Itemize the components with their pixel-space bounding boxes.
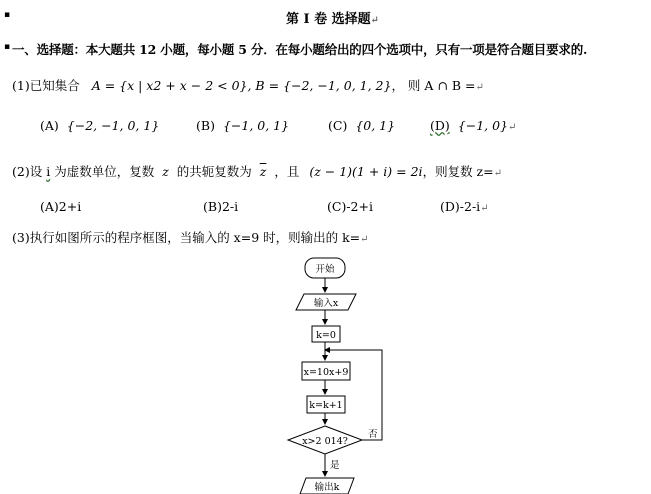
init-label: k=0: [316, 330, 336, 341]
input-label: 输入x: [313, 298, 339, 309]
q1-set-b: , B = {−2, −1, 0, 1, 2}: [247, 78, 392, 93]
q2-zbar: $\overline{z}$: [259, 164, 267, 179]
q2-option-c[interactable]: (C)-2+i: [327, 199, 373, 214]
q1-suffix: ， 则 A ∩ B =: [391, 78, 476, 93]
q3-text: (3)执行如图所示的程序框图，当输入的 x=9 时，则输出的 k=: [12, 230, 361, 245]
option-value: {−1, 0}: [457, 118, 508, 133]
q2-text-b: 为虚数单位，复数: [54, 164, 155, 179]
page-title: [286, 8, 379, 27]
option-label: (D): [430, 118, 450, 133]
bullet-mark: ▪: [4, 10, 11, 20]
q1-option-b[interactable]: [196, 118, 289, 133]
section-bullet: ▪: [4, 42, 11, 52]
output-label: 输出k: [314, 482, 340, 493]
q1-set-a: A = {x | x2 + x − 2 < 0}: [91, 78, 248, 93]
question-2-stem: [12, 162, 502, 180]
q2-equation: (z − 1)(1 + i) = 2i: [309, 164, 423, 179]
q2-text-c: 的共轭复数为: [176, 164, 252, 179]
program-flowchart: [278, 254, 418, 494]
q2-text-e: ，则复数 z=: [422, 164, 494, 179]
return-mark: ↵: [480, 203, 489, 214]
title-text: 第 I 卷 选择题: [286, 12, 371, 27]
return-mark: ↵: [475, 82, 484, 93]
q1-option-a[interactable]: [40, 118, 159, 133]
q1-option-d[interactable]: [430, 118, 516, 133]
q2-text-a: (2)设: [12, 164, 43, 179]
question-1-stem: [12, 76, 484, 94]
q1-option-c[interactable]: [328, 118, 395, 133]
start-label: 开始: [315, 264, 335, 275]
return-mark: ↵: [508, 122, 517, 133]
section-heading: 一、选择题：本大题共 12 小题，每小题 5 分．在每小题给出的四个选项中，只有一项是符合题目要求的.: [12, 42, 588, 57]
option-value: {0, 1}: [355, 118, 396, 133]
q2-z: z: [162, 164, 169, 179]
option-value: {−1, 0, 1}: [222, 118, 290, 133]
yes-label: 是: [330, 460, 340, 471]
q2-option-a[interactable]: (A)2+i: [40, 199, 82, 214]
no-label: 否: [368, 429, 378, 440]
return-mark: ↵: [370, 15, 380, 26]
option-label: (D)-2-i: [440, 199, 481, 214]
assign-x-label: x=10x+9: [303, 367, 349, 378]
question-3-stem: [12, 228, 369, 246]
q1-prefix: (1)已知集合: [12, 78, 80, 93]
q2-option-b[interactable]: (B)2-i: [203, 199, 239, 214]
q2-text-d: ，且: [274, 164, 300, 179]
option-label: (B): [196, 118, 215, 133]
option-value: {−2, −1, 0, 1}: [66, 118, 160, 133]
return-mark: ↵: [360, 234, 369, 245]
option-label: (A): [40, 118, 59, 133]
option-label: (C): [328, 118, 348, 133]
condition-label: x>2 014?: [302, 436, 348, 447]
q2-option-d[interactable]: [440, 199, 489, 214]
q2-i: i: [46, 164, 51, 179]
return-mark: ↵: [493, 168, 502, 179]
assign-k-label: k=k+1: [309, 400, 343, 411]
